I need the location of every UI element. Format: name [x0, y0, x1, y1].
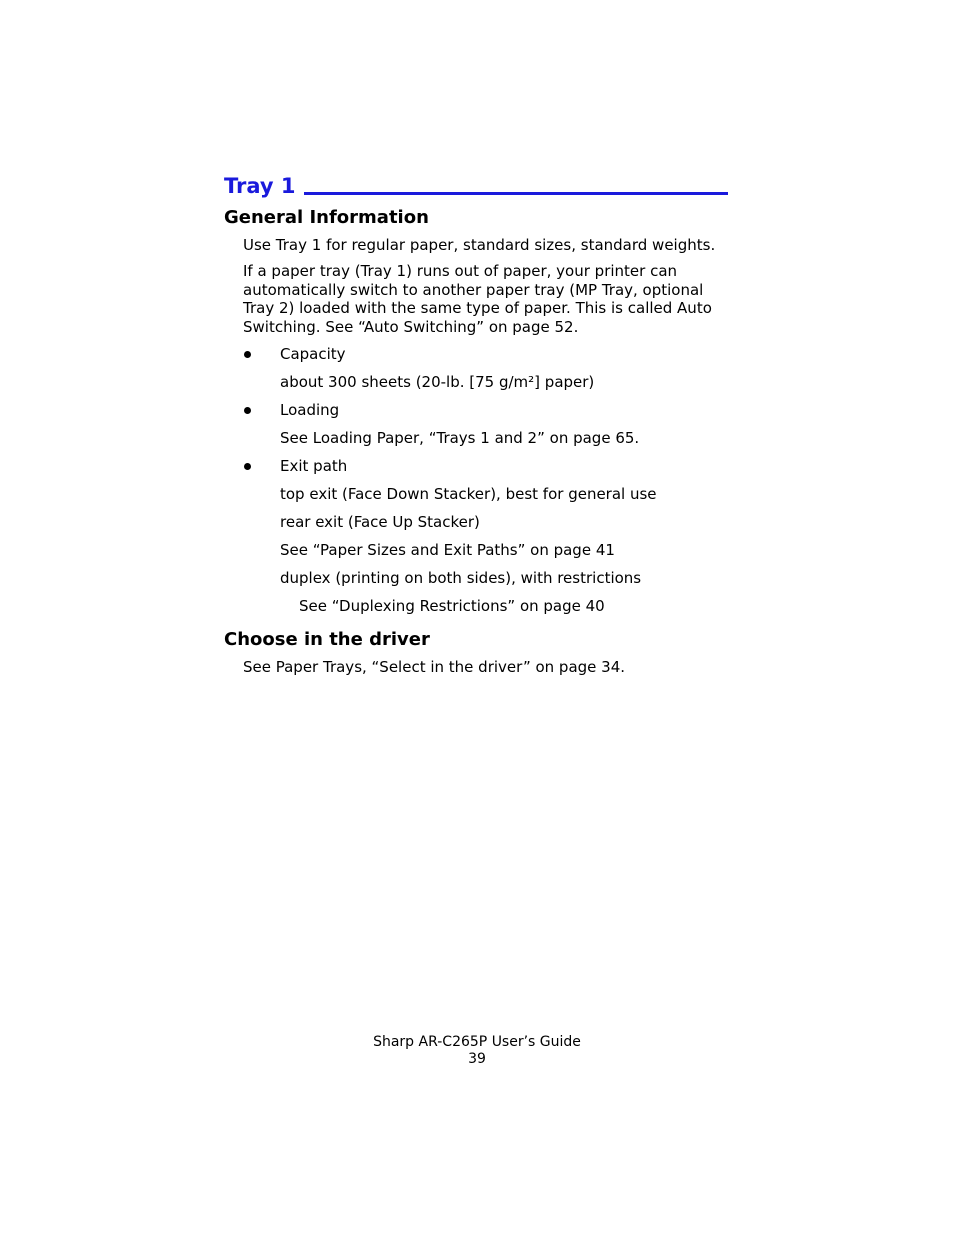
footer-page-number: 39	[468, 1051, 486, 1067]
exit-path-detail-top-exit: top exit (Face Down Stacker), best for general use	[280, 485, 657, 503]
list-item-capacity-label: Capacity	[280, 345, 346, 363]
exit-path-duplex-restrictions-ref: See “Duplexing Restrictions” on page 40	[299, 597, 605, 615]
exit-path-detail-duplex: duplex (printing on both sides), with restrictions	[280, 569, 642, 587]
paragraph-line: If a paper tray (Tray 1) runs out of paper, your printer can	[243, 262, 678, 280]
section-heading-general-information: General Information	[224, 207, 429, 228]
page-title-row	[224, 168, 728, 198]
footer-guide-title: Sharp AR-C265P User’s Guide	[373, 1034, 581, 1050]
section-heading-choose-in-driver: Choose in the driver	[224, 629, 430, 650]
list-item-capacity-detail: about 300 sheets (20-lb. [75 g/m²] paper)	[280, 373, 595, 391]
exit-path-detail-rear-exit: rear exit (Face Up Stacker)	[280, 513, 480, 531]
exit-path-detail-paper-sizes-ref: See “Paper Sizes and Exit Paths” on page 41	[280, 541, 615, 559]
general-intro-text: Use Tray 1 for regular paper, standard sizes, standard weights.	[243, 236, 716, 254]
paragraph-line: Tray 2) loaded with the same type of paper. This is called Auto	[243, 299, 712, 317]
bullet-exit-path	[244, 463, 251, 470]
list-item-loading-detail: See Loading Paper, “Trays 1 and 2” on page 65.	[280, 429, 640, 447]
auto-switching-paragraph	[243, 262, 743, 336]
title-underline-rule	[304, 192, 728, 195]
page-title: Tray 1	[224, 174, 296, 198]
paragraph-line: automatically switch to another paper tray (MP Tray, optional	[243, 280, 704, 299]
bullet-loading	[244, 407, 251, 414]
paragraph-line: Switching. See “Auto Switching” on page 52.	[243, 317, 579, 336]
list-item-loading-label: Loading	[280, 401, 340, 419]
bullet-capacity	[244, 351, 251, 358]
driver-section-text: See Paper Trays, “Select in the driver” on page 34.	[243, 658, 626, 676]
list-item-exit-path-label: Exit path	[280, 457, 348, 475]
